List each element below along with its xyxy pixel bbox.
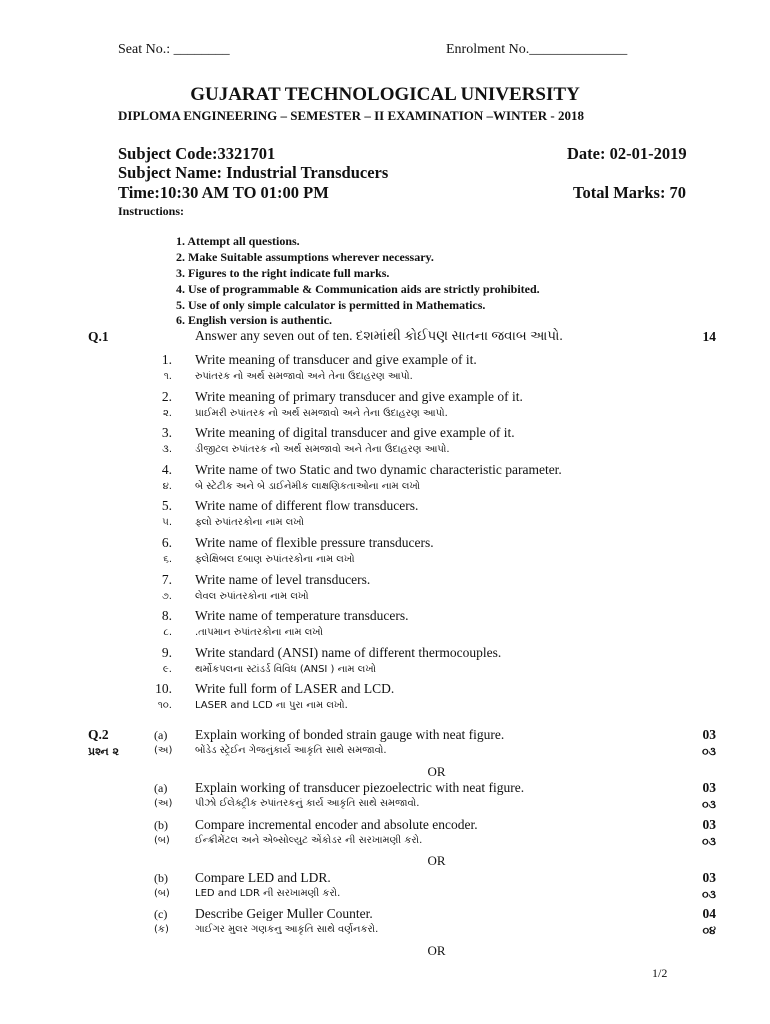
question-text-english: Explain working of bonded strain gauge with neat figure. — [195, 727, 505, 742]
exam-title: DIPLOMA ENGINEERING – SEMESTER – II EXAMINATION –WINTER - 2018 — [118, 108, 585, 123]
question-number: 5. — [161, 498, 172, 513]
question-number-gujarati: ૭. — [161, 591, 172, 602]
exam-date: Date: 02-01-2019 — [567, 144, 687, 163]
question-marks: 04 — [702, 906, 716, 921]
question-text-english: Write name of two Static and two dynamic characteristic parameter. — [195, 462, 562, 477]
question-text-gujarati: ઈન્ક્રીમેંટલ અને એબ્સોલ્યુટ એંકોડર ની સરખામણી કરો. — [195, 835, 423, 846]
q2-gujarati-label: પ્રશ્ન ૨ — [88, 745, 119, 758]
question-text-gujarati: બોંડેડ સ્ટ્રેઈન ગેજનુંકાર્ય આકૃતિ સાથે સમજાવો. — [195, 745, 387, 756]
question-text-gujarati: ફ્લેક્ષિબલ દબાણ રુપાંતરકોના નામ લખો — [195, 554, 355, 565]
sub-question-letter-gujarati: (અ) — [154, 798, 173, 809]
sub-question-letter: (b) — [154, 871, 168, 885]
instruction-item: 1. Attempt all questions. — [176, 234, 300, 248]
question-number-gujarati: ૬. — [163, 554, 172, 565]
instruction-item: 4. Use of programmable & Communication aids are strictly prohibited. — [176, 282, 540, 296]
question-number-gujarati: ૪. — [162, 481, 172, 492]
instruction-item: 5. Use of only simple calculator is permitted in Mathematics. — [176, 298, 486, 312]
sub-question-letter: (b) — [154, 818, 168, 832]
question-number-gujarati: ૮. — [163, 627, 172, 638]
question-text-gujarati: થર્મોકપલના સ્ટાંડર્ડ વિવિધ (ANSI ) નામ લખો — [195, 664, 377, 675]
sub-question-letter-gujarati: (બ) — [154, 888, 170, 899]
or-separator: OR — [427, 853, 446, 868]
question-text-gujarati: LED and LDR ની સરખામણી કરો. — [195, 888, 341, 899]
sub-question-letter: (a) — [154, 728, 168, 742]
exam-time: Time:10:30 AM TO 01:00 PM — [118, 183, 329, 202]
question-number-gujarati: ૯. — [162, 664, 172, 675]
question-text-gujarati: LASER and LCD ના પુરા નામ લખો. — [195, 700, 348, 711]
question-text-english: Write name of level transducers. — [195, 572, 371, 587]
instructions-label: Instructions: — [118, 204, 185, 218]
question-text-english: Explain working of transducer piezoelectric with neat figure. — [195, 780, 525, 795]
subject-code: Subject Code:3321701 — [118, 144, 276, 163]
question-text-english: Write standard (ANSI) name of different thermocouples. — [195, 645, 502, 660]
instruction-item: 2. Make Suitable assumptions wherever necessary. — [176, 250, 434, 264]
question-number: 2. — [161, 389, 172, 404]
question-marks: 03 — [702, 817, 716, 832]
q1-label: Q.1 — [88, 329, 109, 344]
question-number-gujarati: ૩. — [162, 444, 172, 455]
question-text-english: Write name of different flow transducers. — [195, 498, 419, 513]
sub-question-letter: (c) — [154, 907, 168, 921]
question-number: 3. — [161, 425, 172, 440]
question-text-english: Write name of flexible pressure transducers. — [195, 535, 434, 550]
question-text-gujarati: ગાઈગર મુલર ગણકનુ આકૃતિ સાથે વર્ણનકરો. — [195, 924, 379, 935]
question-number: 4. — [161, 462, 172, 477]
question-marks-gujarati: ૦૩ — [702, 835, 716, 848]
question-marks-gujarati: ૦૩ — [702, 888, 716, 901]
instruction-item: 6. English version is authentic. — [176, 313, 333, 327]
page-number: 1/2 — [652, 966, 668, 980]
question-text-gujarati: ફ્લો રુપાંતરકોના નામ લખો — [195, 517, 305, 528]
question-number: 10. — [155, 681, 172, 696]
q2-label: Q.2 — [88, 727, 109, 742]
question-text-english: Compare incremental encoder and absolute encoder. — [195, 817, 478, 832]
question-number-gujarati: ૧. — [163, 371, 172, 382]
question-marks-gujarati: ૦૩ — [702, 798, 716, 811]
enrolment-number: Enrolment No.______________ — [446, 42, 628, 57]
question-text-gujarati: પ્રાઈમરી રુપાંતરક નો અર્થ સમજાવો અને તેના ઉદાહરણ આપો. — [195, 408, 448, 419]
question-text-gujarati: ડીજીટલ રુપાંતરક નો અર્થ સમજાવો અને તેના ઉદાહરણ આપો. — [195, 444, 450, 455]
question-text-gujarati: રુપાંતરક નો અર્થ સમજાવો અને તેના ઉદાહરણ આપો. — [195, 371, 413, 382]
question-text-gujarati: .તાપમાન રુપાંતરકોના નામ લખો — [195, 627, 324, 638]
question-number: 9. — [161, 645, 172, 660]
question-text-english: Write name of temperature transducers. — [195, 608, 409, 623]
question-marks: 03 — [702, 870, 716, 885]
sub-question-letter-gujarati: (અ) — [154, 745, 173, 756]
question-marks-gujarati: ૦૩ — [702, 745, 716, 758]
question-text-english: Write meaning of primary transducer and give example of it. — [195, 389, 523, 404]
question-number: 6. — [161, 535, 172, 550]
question-marks: 03 — [702, 727, 716, 742]
question-number: 8. — [161, 608, 172, 623]
question-text-english: Describe Geiger Muller Counter. — [195, 906, 373, 921]
question-number: 1. — [161, 352, 172, 367]
or-separator: OR — [427, 943, 446, 958]
subject-name: Subject Name: Industrial Transducers — [118, 163, 389, 182]
question-number-gujarati: ૧૦. — [157, 700, 172, 711]
university-title: GUJARAT TECHNOLOGICAL UNIVERSITY — [190, 84, 580, 105]
question-number: 7. — [161, 572, 172, 587]
sub-question-letter-gujarati: (બ) — [154, 835, 170, 846]
question-text-english: Write meaning of digital transducer and give example of it. — [195, 425, 515, 440]
question-number-gujarati: ૨. — [162, 408, 172, 419]
question-text-english: Compare LED and LDR. — [195, 870, 331, 885]
sub-question-letter-gujarati: (ક) — [154, 924, 169, 935]
or-separator: OR — [427, 764, 446, 779]
seat-number: Seat No.: ________ — [118, 42, 230, 57]
question-text-english: Write full form of LASER and LCD. — [195, 681, 395, 696]
total-marks: Total Marks: 70 — [573, 183, 687, 202]
instruction-item: 3. Figures to the right indicate full marks. — [176, 266, 390, 280]
sub-question-letter: (a) — [154, 781, 168, 795]
question-number-gujarati: ૫. — [162, 517, 172, 528]
question-marks-gujarati: ૦૪ — [702, 924, 716, 937]
question-text-english: Write meaning of transducer and give example of it. — [195, 352, 477, 367]
q1-marks: 14 — [702, 329, 716, 344]
question-text-gujarati: લેવલ રુપાંતરકોના નામ લખો — [195, 591, 309, 602]
question-text-gujarati: બે સ્ટેટીક અને બે ડાઈનેમીક લાક્ષણિકતાઓના નામ લખો — [195, 481, 421, 492]
question-text-gujarati: પીઝો ઈલેક્ટ્રીક રુપાંતરકનું કાર્ય આકૃતિ સાથે સમજાવો. — [195, 798, 420, 809]
q1-prompt: Answer any seven out of ten. દશમાંથી કોઈપણ સાતના જવાબ આપો. — [195, 328, 563, 343]
question-marks: 03 — [702, 780, 716, 795]
